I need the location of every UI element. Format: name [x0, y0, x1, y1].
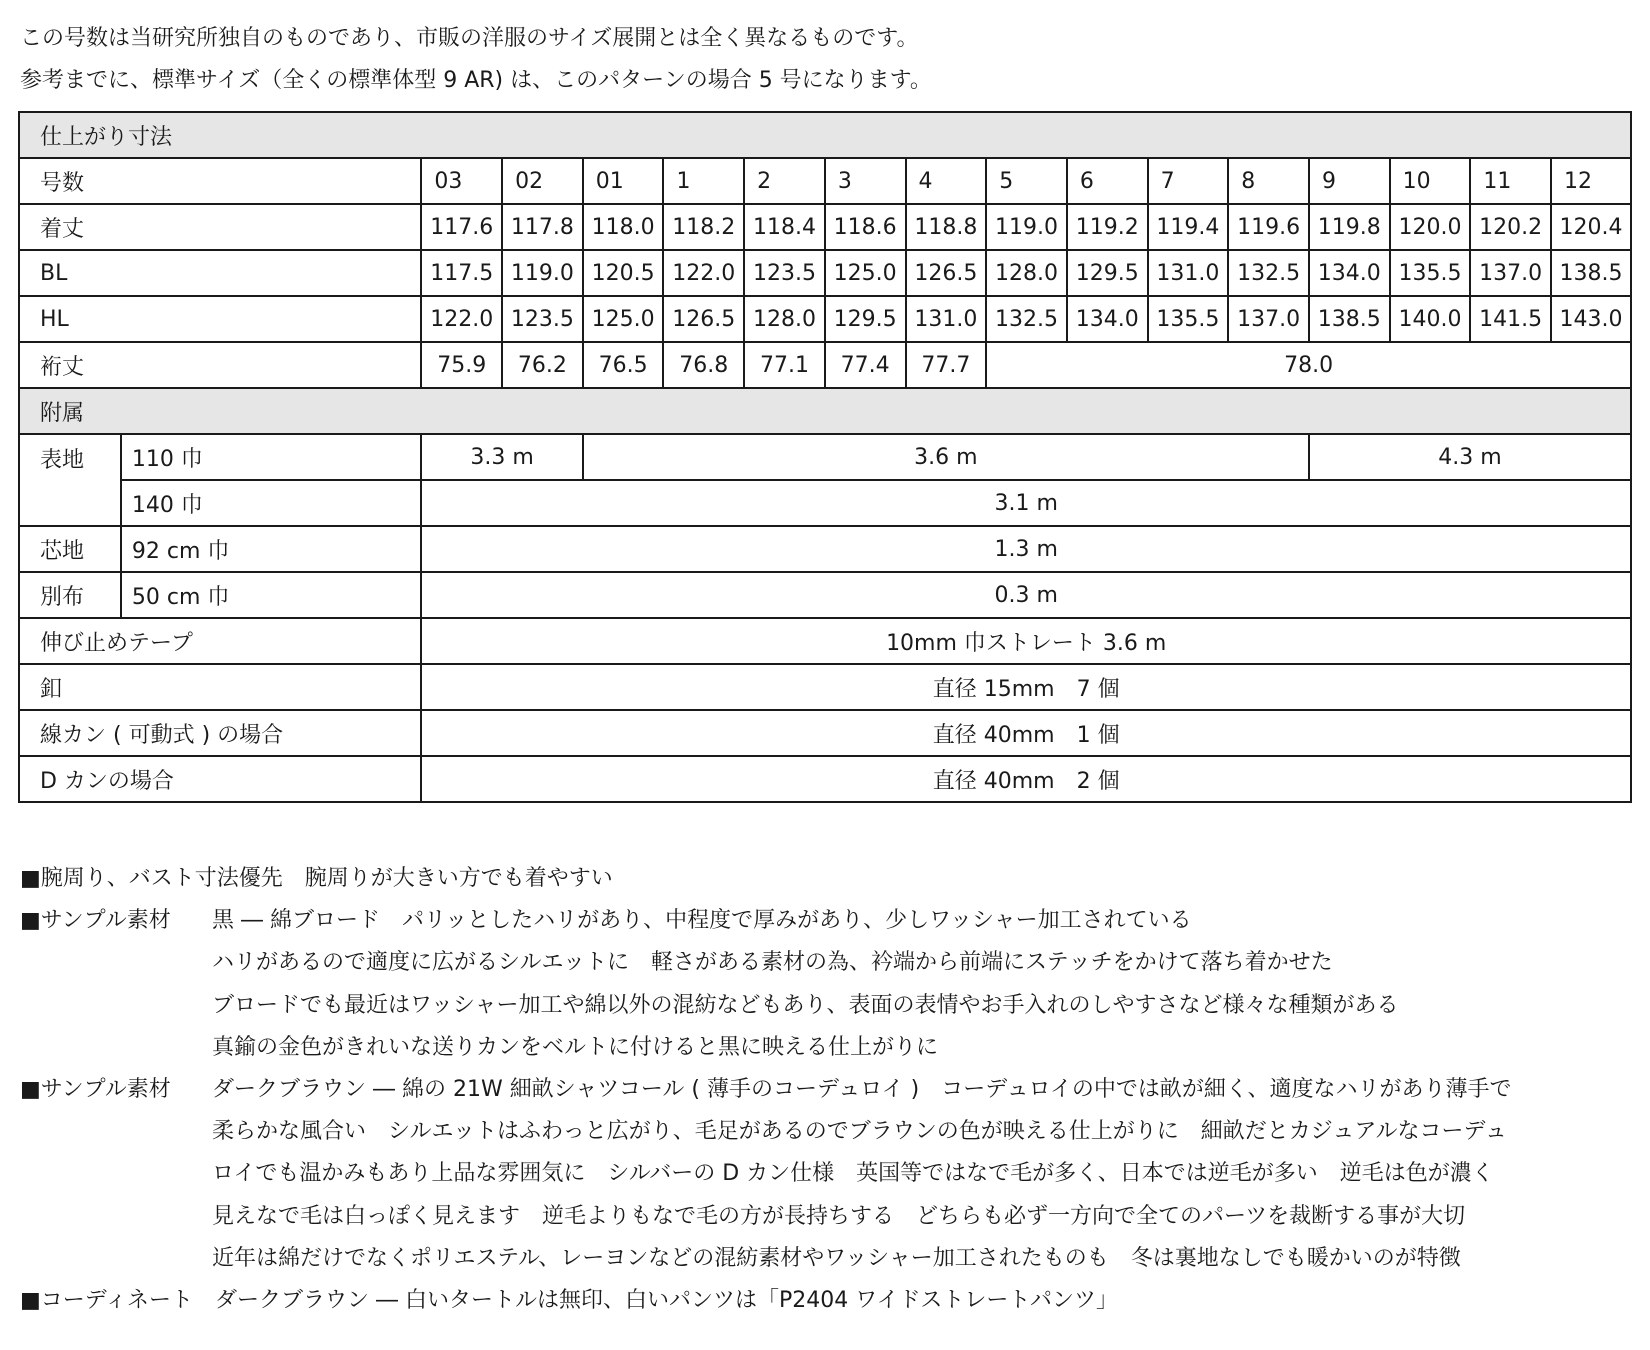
row-label-interfacing: 芯地	[19, 526, 121, 572]
table-cell: 131.0	[906, 296, 987, 342]
table-row	[19, 342, 1631, 388]
size-label: 号数	[19, 158, 421, 204]
table-cell: 118.2	[663, 204, 744, 250]
table-cell: 120.5	[583, 250, 664, 296]
table-cell: 119.2	[1067, 204, 1148, 250]
size-header: 11	[1470, 158, 1551, 204]
table-row	[19, 710, 1631, 756]
table-cell: 120.4	[1551, 204, 1631, 250]
table-cell: 118.8	[906, 204, 987, 250]
table-cell: 119.6	[1228, 204, 1309, 250]
table-cell: 135.5	[1148, 296, 1229, 342]
table-cell: 118.0	[583, 204, 664, 250]
row-label-d-ring: D カンの場合	[19, 756, 421, 802]
table-cell: 直径 15mm 7 個	[421, 664, 1631, 710]
table-cell: 77.1	[744, 342, 825, 388]
size-header: 3	[825, 158, 906, 204]
note-line: ダークブラウン ― 綿の 21W 細畝シャツコール ( 薄手のコーデュロイ ) コーデュロイの中では畝が細く、適度なハリがあり薄手で	[212, 1077, 1512, 1103]
row-label-button: 釦	[19, 664, 421, 710]
table-cell: 118.4	[744, 204, 825, 250]
table-cell: 119.0	[502, 250, 583, 296]
size-header: 02	[502, 158, 583, 204]
table-cell: 76.2	[502, 342, 583, 388]
table-cell: 120.0	[1390, 204, 1471, 250]
table-row	[19, 572, 1631, 618]
row-label-hl: HL	[19, 296, 421, 342]
table-cell: 119.8	[1309, 204, 1390, 250]
size-header: 4	[906, 158, 987, 204]
table-cell: 128.0	[744, 296, 825, 342]
row-label-stay-tape: 伸び止めテープ	[19, 618, 421, 664]
table-cell: 3.3 m	[421, 434, 582, 480]
section-accessories: 附属	[19, 388, 1631, 434]
table-cell: 134.0	[1309, 250, 1390, 296]
table-row	[19, 250, 1631, 296]
note-line: 近年は綿だけでなくポリエステル、レーヨンなどの混紡素材やワッシャー加工されたものも 冬は裏地なしでも暖かいのが特徴	[212, 1245, 1461, 1271]
row-label-bl: BL	[19, 250, 421, 296]
table-cell: 76.8	[663, 342, 744, 388]
size-header: 01	[583, 158, 664, 204]
size-header: 2	[744, 158, 825, 204]
intro-line-2: 参考までに、標準サイズ（全くの標準体型 9 AR) は、このパターンの場合 5 号になります。	[20, 68, 932, 93]
fabric-width-110: 110 巾	[121, 434, 421, 480]
table-cell: 123.5	[744, 250, 825, 296]
table-cell: 126.5	[906, 250, 987, 296]
table-cell: 3.1 m	[421, 480, 1631, 526]
table-cell: 0.3 m	[421, 572, 1631, 618]
table-cell: 131.0	[1148, 250, 1229, 296]
table-cell: 140.0	[1390, 296, 1471, 342]
row-label-extra-cloth: 別布	[19, 572, 121, 618]
table-cell: 118.6	[825, 204, 906, 250]
table-cell: 137.0	[1470, 250, 1551, 296]
table-cell: 122.0	[663, 250, 744, 296]
size-header: 5	[986, 158, 1067, 204]
table-cell: 77.7	[906, 342, 987, 388]
table-cell: 75.9	[421, 342, 502, 388]
row-label-ring: 線カン ( 可動式 ) の場合	[19, 710, 421, 756]
note-line: 見えなで毛は白っぽく見えます 逆毛よりもなで毛の方が長持ちする どちらも必ず一方向で全てのパーツを裁断する事が大切	[212, 1203, 1466, 1229]
table-cell: 129.5	[1067, 250, 1148, 296]
table-cell: 76.5	[583, 342, 664, 388]
size-header: 10	[1390, 158, 1471, 204]
size-header: 1	[663, 158, 744, 204]
table-cell: 117.6	[421, 204, 502, 250]
note-line: ブロードでも最近はワッシャー加工や綿以外の混紡などもあり、表面の表情やお手入れのしやすさなど様々な種類がある	[212, 992, 1399, 1018]
table-row	[19, 756, 1631, 802]
note-sample-black	[20, 900, 1511, 1069]
note-coordinate	[20, 1280, 1511, 1322]
table-cell: 138.5	[1551, 250, 1631, 296]
table-cell: 125.0	[825, 250, 906, 296]
note-label: ■サンプル素材	[20, 1077, 171, 1103]
table-row	[19, 618, 1631, 664]
table-cell: 137.0	[1228, 296, 1309, 342]
table-cell: 77.4	[825, 342, 906, 388]
table-cell: 119.4	[1148, 204, 1229, 250]
note-label: ■サンプル素材	[20, 908, 171, 934]
size-header: 7	[1148, 158, 1229, 204]
note-line: 柔らかな風合い シルエットはふわっと広がり、毛足があるのでブラウンの色が映える仕上がりに 細畝だとカジュアルなコーデュ	[212, 1119, 1507, 1145]
notes	[20, 858, 1511, 1322]
table-row	[19, 204, 1631, 250]
table-cell: 120.2	[1470, 204, 1551, 250]
table-cell: 78.0	[986, 342, 1631, 388]
table-cell: 138.5	[1309, 296, 1390, 342]
note-coordinate-text: ■コーディネート ダークブラウン ― 白いタートルは無印、白いパンツは「P2404 ワイドストレートパンツ」	[20, 1288, 1118, 1314]
size-header: 8	[1228, 158, 1309, 204]
table-cell: 1.3 m	[421, 526, 1631, 572]
extra-cloth-width: 50 cm 巾	[121, 572, 421, 618]
table-cell: 122.0	[421, 296, 502, 342]
table-row	[19, 296, 1631, 342]
table-cell: 123.5	[502, 296, 583, 342]
note-sample-brown	[20, 1069, 1511, 1280]
row-label-sleeve: 裄丈	[19, 342, 421, 388]
note-line: 黒 ― 綿ブロード パリッとしたハリがあり、中程度で厚みがあり、少しワッシャー加工されている	[212, 908, 1192, 934]
table-cell: 132.5	[986, 296, 1067, 342]
table-cell: 117.8	[502, 204, 583, 250]
note-line: 真鍮の金色がきれいな送りカンをベルトに付けると黒に映える仕上がりに	[212, 1034, 939, 1060]
intro-line-1: この号数は当研究所独自のものであり、市販の洋服のサイズ展開とは全く異なるものです。	[20, 26, 919, 51]
size-header: 6	[1067, 158, 1148, 204]
size-header: 12	[1551, 158, 1631, 204]
note-fit-text: ■腕周り、バスト寸法優先 腕周りが大きい方でも着やすい	[20, 866, 613, 891]
table-cell: 直径 40mm 1 個	[421, 710, 1631, 756]
size-header: 9	[1309, 158, 1390, 204]
table-cell: 10mm 巾ストレート 3.6 m	[421, 618, 1631, 664]
table-cell: 126.5	[663, 296, 744, 342]
fabric-width-140: 140 巾	[121, 480, 421, 526]
interfacing-width: 92 cm 巾	[121, 526, 421, 572]
intro-text	[20, 18, 932, 102]
table-cell: 128.0	[986, 250, 1067, 296]
size-row	[19, 158, 1631, 204]
table-cell: 135.5	[1390, 250, 1471, 296]
table-cell: 141.5	[1470, 296, 1551, 342]
table-row	[19, 480, 1631, 526]
table-cell: 129.5	[825, 296, 906, 342]
table-cell: 119.0	[986, 204, 1067, 250]
table-row	[19, 664, 1631, 710]
row-label-fabric: 表地	[19, 434, 121, 526]
table-cell: 125.0	[583, 296, 664, 342]
table-cell: 117.5	[421, 250, 502, 296]
table-cell: 4.3 m	[1309, 434, 1631, 480]
size-header: 03	[421, 158, 502, 204]
section-finished-size: 仕上がり寸法	[19, 112, 1631, 158]
size-spec-table	[18, 111, 1632, 803]
table-cell: 3.6 m	[583, 434, 1309, 480]
table-cell: 134.0	[1067, 296, 1148, 342]
table-row	[19, 526, 1631, 572]
note-line: ロイでも温かみもあり上品な雰囲気に シルバーの D カン仕様 英国等ではなで毛が多く、日本では逆毛が多い 逆毛は色が濃く	[212, 1161, 1494, 1187]
row-label-length: 着丈	[19, 204, 421, 250]
note-line: ハリがあるので適度に広がるシルエットに 軽さがある素材の為、衿端から前端にステッチをかけて落ち着かせた	[212, 950, 1333, 976]
note-fit	[20, 858, 1511, 900]
table-cell: 143.0	[1551, 296, 1631, 342]
table-cell: 132.5	[1228, 250, 1309, 296]
table-row	[19, 434, 1631, 480]
table-cell: 直径 40mm 2 個	[421, 756, 1631, 802]
